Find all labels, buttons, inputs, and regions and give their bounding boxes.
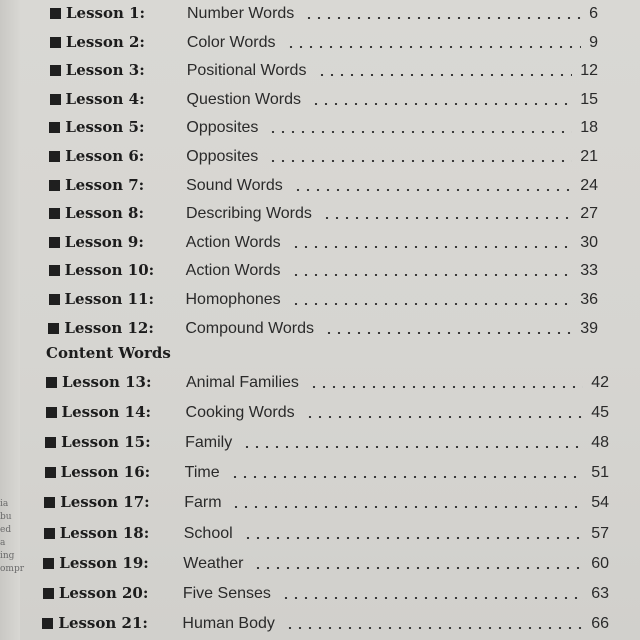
square-bullet-icon <box>49 180 60 191</box>
lesson-title: Question Words <box>186 90 301 108</box>
lesson-label: Lesson 10: <box>64 261 155 280</box>
lesson-title: Describing Words <box>185 205 312 223</box>
dot-leader <box>304 17 581 19</box>
dot-leader <box>291 303 572 305</box>
dot-leader <box>309 386 583 388</box>
square-bullet-icon <box>46 407 57 418</box>
square-bullet-icon <box>48 323 59 334</box>
lesson-label: Lesson 17: <box>60 493 150 512</box>
lesson-label: Lesson 12: <box>64 318 154 337</box>
page-number: 27 <box>580 205 598 223</box>
page-number: 54 <box>591 494 609 512</box>
dot-leader <box>230 476 583 478</box>
toc-entry <box>0 116 640 140</box>
square-bullet-icon <box>50 37 61 48</box>
toc-entry <box>0 259 640 283</box>
square-bullet-icon <box>44 497 55 508</box>
lesson-label: Lesson 13: <box>62 373 152 391</box>
square-bullet-icon <box>49 151 60 162</box>
dot-leader <box>293 189 573 191</box>
square-bullet-icon <box>49 122 60 133</box>
square-bullet-icon <box>49 237 60 248</box>
square-bullet-icon <box>45 467 56 478</box>
page-number: 12 <box>580 62 598 80</box>
lesson-label: Lesson 6: <box>65 147 145 165</box>
toc-entry <box>0 317 640 341</box>
lesson-label: Lesson 21: <box>58 613 148 632</box>
lesson-title: Cooking Words <box>185 404 295 422</box>
square-bullet-icon <box>44 528 55 539</box>
margin-scrap-line: ed a <box>0 525 12 548</box>
dot-leader <box>281 597 583 599</box>
page-number: 57 <box>591 524 609 542</box>
lesson-label: Lesson 1: <box>66 4 146 22</box>
square-bullet-icon <box>50 8 61 19</box>
page-number: 60 <box>591 554 609 572</box>
page-number: 63 <box>591 584 609 602</box>
lesson-label: Lesson 14: <box>61 403 152 422</box>
dot-leader <box>253 567 583 569</box>
lesson-label: Lesson 2: <box>65 32 145 51</box>
dot-leader <box>291 274 572 276</box>
toc-entry <box>0 612 640 636</box>
toc-entry <box>0 59 640 83</box>
square-bullet-icon <box>43 588 54 599</box>
page-number: 21 <box>580 148 598 165</box>
toc-entry <box>0 174 640 198</box>
toc-entry <box>0 145 640 169</box>
lesson-title: Animal Families <box>186 374 299 391</box>
dot-leader <box>322 217 572 219</box>
dot-leader <box>305 416 583 418</box>
page-number: 30 <box>580 233 598 251</box>
lesson-title: Five Senses <box>182 584 271 602</box>
margin-scrap-line: ia bu <box>0 499 12 522</box>
section-heading-content-words: Content Words <box>46 344 171 362</box>
square-bullet-icon <box>49 265 60 276</box>
lesson-title: Opposites <box>186 119 259 137</box>
page-number: 18 <box>580 119 598 137</box>
lesson-title: Time <box>184 464 220 482</box>
lesson-title: School <box>183 524 233 542</box>
page-number: 45 <box>591 404 609 422</box>
page-number: 66 <box>591 614 609 632</box>
page-number: 9 <box>589 33 598 51</box>
page-number: 39 <box>580 319 598 337</box>
margin-scrap-line: ompr <box>0 564 25 574</box>
page-number: 51 <box>591 464 609 482</box>
lesson-label: Lesson 4: <box>65 89 145 108</box>
toc-entry <box>0 2 640 26</box>
lesson-title: Positional Words <box>186 62 307 80</box>
square-bullet-icon <box>49 294 60 305</box>
page-number: 15 <box>580 90 598 108</box>
lesson-label: Lesson 8: <box>64 204 145 223</box>
lesson-title: Color Words <box>186 33 276 51</box>
lesson-title: Compound Words <box>185 319 314 337</box>
lesson-title: Action Words <box>185 262 281 280</box>
lesson-label: Lesson 20: <box>58 583 149 602</box>
dot-leader <box>286 46 581 48</box>
lesson-label: Lesson 9: <box>64 232 144 251</box>
lesson-title: Family <box>185 434 233 452</box>
toc-entry <box>0 431 640 455</box>
toc-entry <box>0 522 640 546</box>
lesson-label: Lesson 3: <box>65 61 145 80</box>
lesson-label: Lesson 7: <box>65 175 145 194</box>
lesson-title: Human Body <box>182 614 275 632</box>
toc-entry <box>0 371 640 395</box>
page-number: 42 <box>591 374 609 391</box>
dot-leader <box>231 506 583 508</box>
lesson-label: Lesson 11: <box>64 290 155 308</box>
dot-leader <box>242 446 583 448</box>
lesson-title: Weather <box>183 554 244 572</box>
lesson-label: Lesson 19: <box>59 553 149 572</box>
square-bullet-icon <box>43 558 54 569</box>
page-number: 24 <box>580 176 598 194</box>
lesson-label: Lesson 5: <box>65 118 145 137</box>
page-number: 48 <box>591 434 609 452</box>
lesson-label: Lesson 16: <box>60 463 151 482</box>
margin-scrap-line: ing <box>0 551 15 561</box>
toc-entry <box>0 552 640 576</box>
square-bullet-icon <box>46 377 57 388</box>
dot-leader <box>311 103 572 105</box>
toc-entry <box>0 231 640 255</box>
page-number: 33 <box>580 262 598 280</box>
toc-entry <box>0 582 640 606</box>
lesson-label: Lesson 18: <box>59 523 150 542</box>
dot-leader <box>317 74 572 76</box>
toc-entry <box>0 491 640 515</box>
lesson-title: Action Words <box>185 233 281 251</box>
dot-leader <box>291 246 572 248</box>
lesson-title: Sound Words <box>186 176 283 194</box>
square-bullet-icon <box>49 208 60 219</box>
toc-entry <box>0 401 640 425</box>
lesson-label: Lesson 15: <box>61 433 151 452</box>
square-bullet-icon <box>50 94 61 105</box>
lesson-title: Farm <box>184 494 222 512</box>
lesson-title: Homophones <box>185 291 281 308</box>
dot-leader <box>268 131 572 133</box>
page-number: 36 <box>580 291 598 308</box>
toc-entry <box>0 288 640 312</box>
lesson-title: Number Words <box>187 5 295 22</box>
toc-entry <box>0 202 640 226</box>
dot-leader <box>243 537 583 539</box>
dot-leader <box>268 160 572 162</box>
toc-entry <box>0 461 640 485</box>
square-bullet-icon <box>45 437 56 448</box>
page-number: 6 <box>589 5 598 22</box>
toc-entry <box>0 31 640 55</box>
lesson-title: Opposites <box>186 148 259 165</box>
toc-entry <box>0 88 640 112</box>
square-bullet-icon <box>42 618 53 629</box>
dot-leader <box>285 627 584 629</box>
square-bullet-icon <box>50 65 61 76</box>
dot-leader <box>324 332 573 334</box>
